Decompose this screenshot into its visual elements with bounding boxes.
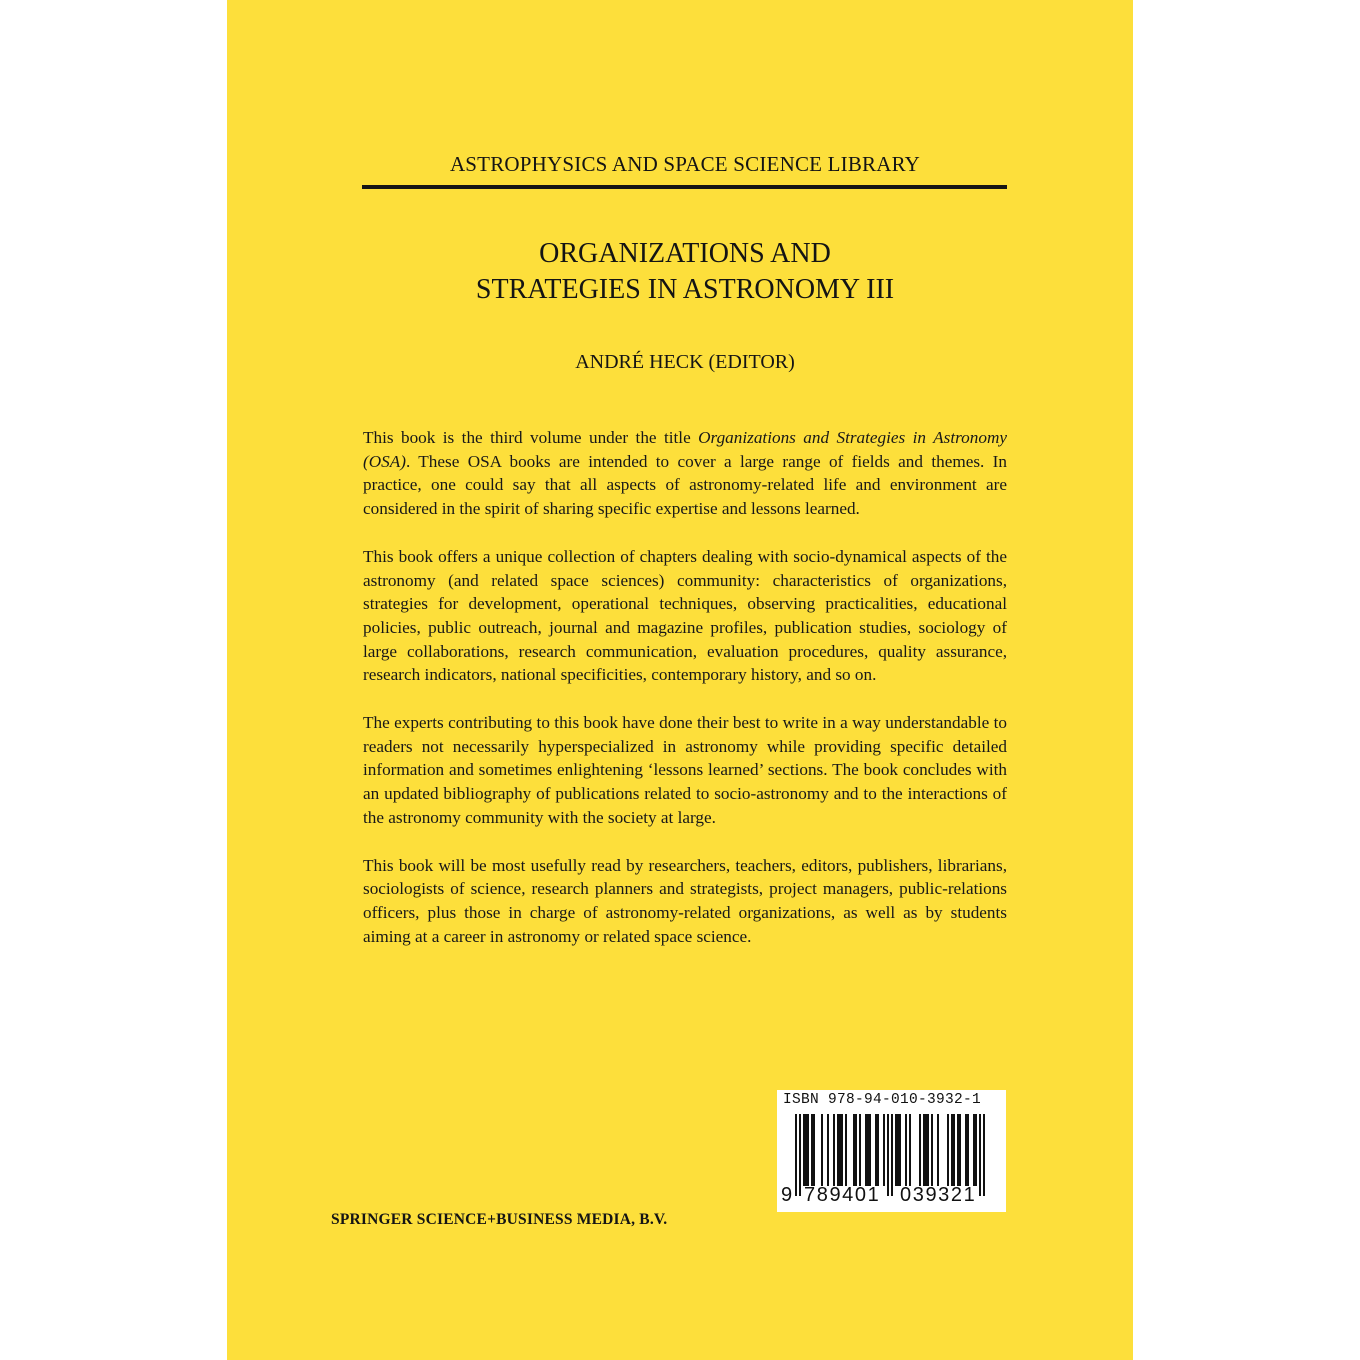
publisher-name: SPRINGER SCIENCE+BUSINESS MEDIA, B.V. [331,1211,668,1228]
barcode-bar [807,1114,809,1186]
blurb-paragraph-3: The experts contributing to this book have done their best to write in a way understandable to readers not necessarily hyperspecialized in astronomy while providing specific detailed information and sometimes enlightening ‘lessons learned’ sections. The book concludes with an updated bibliography of publications related to socio-astronomy and to the interactions of the astronomy community with the society at large. [363,713,1007,827]
book-editor: ANDRÉ HECK (EDITOR) [575,351,795,373]
barcode-bar [841,1114,843,1186]
book-title-line-1: ORGANIZATIONS AND [539,238,831,269]
ean-right-digits: 039321 [900,1184,977,1206]
barcode-bar [959,1114,961,1186]
barcode-bar [827,1114,829,1186]
barcode-bar [923,1114,925,1186]
barcode-bar [883,1114,885,1186]
barcode-bar [919,1114,921,1186]
ean-left-digits: 789401 [804,1184,881,1206]
barcode-bar [795,1114,797,1196]
barcode-bar [845,1114,847,1186]
barcode-bar [875,1114,877,1186]
barcode-bar [905,1114,907,1186]
ean-first-digit: 9 [781,1184,793,1206]
series-title: ASTROPHYSICS AND SPACE SCIENCE LIBRARY [449,152,921,176]
barcode-bar [869,1114,871,1186]
barcode-bar [853,1114,855,1186]
barcode-bar [805,1114,807,1186]
barcode-bar [837,1114,839,1186]
barcode-bar [821,1114,823,1186]
barcode-bar [813,1114,815,1186]
blurb-paragraph-4: This book will be most usefully read by researchers, teachers, editors, publishers, librarians, sociologists of science, research planners and strategists, project managers, public-relations officers, plus those in charge of astronomy-related organizations, as well as by students aiming at a career in astronomy or related space science. [363,855,1007,946]
book-title-line-2: STRATEGIES IN ASTRONOMY III [475,274,895,305]
barcode-bar [967,1114,969,1186]
blurb-paragraph-1 [363,426,1007,521]
book-title [363,236,1007,308]
barcode-bar [895,1114,897,1186]
blurb-p1-rest: . These OSA books are intended to cover a large range of fields and themes. In practice, one could say that all aspects of astronomy-related life and environment are considered in the spirit of sharing specific expertise and lessons learned. [363,451,1007,519]
isbn-barcode [777,1090,1006,1212]
barcode-bar [973,1114,975,1186]
blurb-p1-intro: This book is the third volume under the title [363,428,699,447]
blurb-paragraph-2: This book offers a unique collection of chapters dealing with socio-dynamical aspects of the astronomy (and related space sciences) community: characteristics of organizations, strategies for development, operational techniques, observing practicalities, educational policies, public outreach, journal and magazine profiles, publication studies, sociology of large collaborations, research communication, evaluation procedures, quality assurance, research indicators, national specificities, contemporary history, and so on. [363,546,1007,685]
barcode-bar [803,1114,805,1186]
barcode-bar [799,1114,801,1196]
barcode-bar [877,1114,879,1186]
barcode-bar [897,1114,899,1186]
barcode-bar [927,1114,929,1186]
barcode-bar [811,1114,813,1186]
barcode-bar [953,1114,955,1186]
barcode-bar [957,1114,959,1186]
barcode-bar [947,1114,949,1186]
barcode-bar [899,1114,901,1186]
barcode-bar [859,1114,861,1186]
barcode-bar [951,1114,953,1186]
barcode-bar [965,1114,967,1186]
barcode-bar [925,1114,927,1186]
blurb-text [363,426,1007,972]
barcode-bar [975,1114,977,1186]
blurb-p1-series-title: Organizations and Strategies in Astronomy (OSA) [363,428,1007,471]
barcode-bar [865,1114,867,1186]
barcode-bar [855,1114,857,1186]
barcode-bar [833,1114,835,1186]
isbn-label: ISBN 978-94-010-3932-1 [783,1092,982,1108]
barcode-bar [867,1114,869,1186]
barcode-bar [937,1114,939,1186]
barcode-bar [909,1114,911,1186]
series-divider-rule [362,185,1007,189]
barcode-bar [931,1114,933,1186]
barcode-bar [839,1114,841,1186]
